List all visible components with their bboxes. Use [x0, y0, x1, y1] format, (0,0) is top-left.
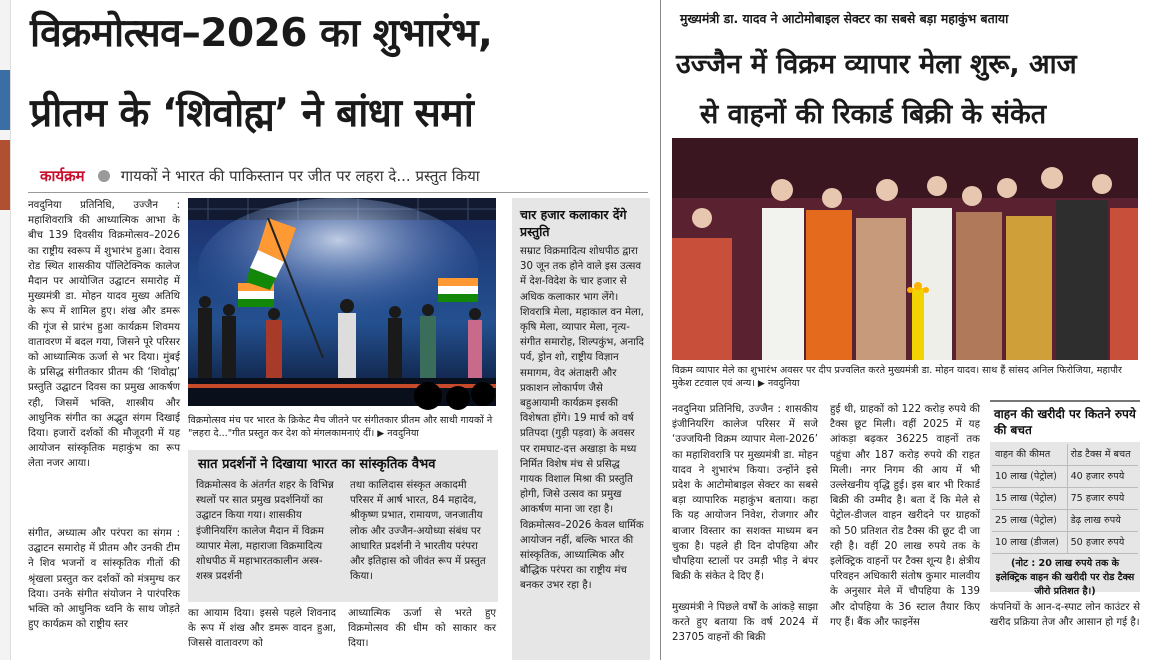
artists-box-title: चार हजार कलाकार देंगे प्रस्तुति	[520, 207, 627, 239]
table-row	[992, 488, 1138, 510]
camera-icon: ▶	[377, 429, 385, 439]
savings-table	[992, 444, 1138, 554]
right-body-para1: नवदुनिया प्रतिनिधि, उज्जैन : शासकीय इंजीनियरिंग कालेज परिसर में सजे ‘उज्जयिनी विक्रम व्यापार मेला-2026’ का महाशिवरात्रि पर मुख्यमंत्री डा. मोहन यादव ने शुभारंभ किया। उन्होंने इसे प्रदेश के आटोमोबाइल सेक्टर का सबसे बड़ा व्यापारिक महाकुंभ बताया। कहा कि यह आयोजन निवेश, रोजगार और बाजार विस्तार का सशक्त माध्यम बन चुका है। पहले ही दिन दोपहिया और चौपहिया स्टालों पर उमड़ी भीड़ ने बंपर बिक्री के संकेत दे दिए हैं।	[672, 404, 818, 583]
savings-header-price: वाहन की कीमत	[992, 444, 1067, 466]
inauguration-photo-caption	[672, 364, 1138, 394]
right-body-col1	[672, 402, 818, 598]
savings-note: (नोट : 20 लाख रुपये तक के इलेक्ट्रिक वाहन की खरीदी पर रोड टैक्स जीरो प्रतिशत है।)	[995, 558, 1135, 597]
exhibitions-box	[188, 450, 498, 602]
table-row	[992, 466, 1138, 488]
left-subhead: गायकों ने भारत की पाकिस्तान पर जीत पर लहरा दे... प्रस्तुत किया	[120, 167, 480, 185]
table-cell: 40 हजार रुपये	[1067, 466, 1138, 488]
inauguration-photo-art	[672, 138, 1138, 360]
concert-photo-art	[188, 198, 496, 406]
table-cell: 10 लाख (डीजल)	[992, 532, 1067, 554]
right-body-col1b	[672, 600, 818, 660]
right-headline-line2: से वाहनों की रिकार्ड बिक्री के संकेत	[700, 99, 1047, 130]
concert-caption-text: विक्रमोत्सव मंच पर भारत के क्रिकेट मैच जीतने पर संगीतकार प्रीतम और साथी गायकों ने "लहरा दे..."गीत प्रस्तुत कर देश को मंगलकामनाएं दीं।	[188, 415, 493, 439]
concert-photo	[188, 198, 496, 406]
right-body-col2	[830, 402, 980, 660]
savings-header-saving: रोड टैक्स में बचत	[1067, 444, 1138, 466]
section-label: कार्यक्रम	[40, 167, 85, 185]
table-cell: 10 लाख (पेट्रोल)	[992, 466, 1067, 488]
right-headline-line1: उज्जैन में विक्रम व्यापार मेला शुरू, आज	[676, 49, 1077, 80]
inauguration-caption-credit: नवदुनिया	[767, 378, 800, 389]
table-cell: डेढ़ लाख रुपये	[1067, 510, 1138, 532]
concert-photo-caption	[188, 414, 496, 444]
left-body-para1: नवदुनिया प्रतिनिधि, उज्जैन : महाशिवरात्रि की आध्यात्मिक आभा के बीच 139 दिवसीय विक्रमोत्सव–2026 का राष्ट्रीय स्वरूप में शुभारंभ हुआ। देवास रोड स्थित शासकीय पॉलिटेक्निक कालेज मैदान पर आयोजित उद्घाटन समारोह में मुख्यमंत्री डा. मोहन यादव मुख्य अतिथि के रूप में शामिल हुए। शंख और डमरू की गूंज से प्रारंभ हुआ कार्यक्रम शिवमय वातावरण में बदल गया, जिसने पूरे परिसर को आध्यात्मिक ऊर्जा से भर दिया। मुंबई के प्रसिद्ध संगीतकार प्रीतम की ‘शिवोह्म’ प्रस्तुति उद्घाटन दिवस का प्रमुख आकर्षण रही, जिसमें भक्ति, शास्त्रीय और आधुनिक संगीत का अद्भुत संगम दिखाई दिया। हजारों दर्शकों की मौजूदगी में यह आयोजन सांस्कृतिक महाकुंभ का रूप लेता नजर आया।	[28, 200, 180, 470]
savings-box	[990, 400, 1140, 597]
left-bottom-col3: आध्यात्मिक ऊर्जा से भरते हुए विक्रमोत्सव की धीम को साकार कर दिया।	[348, 608, 496, 650]
artists-sidebar-box	[512, 198, 650, 660]
table-cell: 50 हजार रुपये	[1067, 532, 1138, 554]
camera-icon: ▶	[757, 379, 765, 389]
right-body-para2: मुख्यमंत्री ने पिछले वर्षों के आंकड़े साझा करते हुए बताया कि वर्ष 2024 में 23705 वाहनों की बिक्री	[672, 602, 818, 644]
left-body-col1b	[28, 526, 180, 660]
left-headline-line1: विक्रमोत्सव–2026 का शुभारंभ,	[30, 11, 493, 56]
table-cell: 25 लाख (पेट्रोल)	[992, 510, 1067, 532]
right-kicker: मुख्यमंत्री डा. यादव ने आटोमोबाइल सेक्टर का सबसे बड़ा महाकुंभ बताया	[680, 11, 1009, 26]
exhibitions-box-title: सात प्रदर्शनों ने दिखाया भारत का सांस्कृतिक वैभव	[198, 457, 436, 472]
right-body-para3: हुई थी, ग्राहकों को 122 करोड़ रुपये की टैक्स छूट मिली। वहीं 2025 में यह आंकड़ा बढ़कर 36225 वाहनों तक पहुंचा और 187 करोड़ रुपये की राहत मिली। नगर निगम की आय में भी उल्लेखनीय वृद्धि हुई। इस बार भी रिकार्ड बिक्री की उम्मीद है। बता दें कि मेले से पेट्रोल-डीजल वाहन खरीदने पर ग्राहकों को 50 प्रतिशत रोड टैक्स की छूट दी जा रही है। वहीं 20 लाख रुपये तक के इलेक्ट्रिक वाहनों पर टैक्स शून्य है। क्षेत्रीय परिवहन अधिकारी संतोष कुमार मालवीय के अनुसार मेले में चौपहिया के 139 और दोपहिया के 36 स्टाल तैयार किए गए हैं। बैंक और फाइनेंस	[830, 404, 980, 628]
bullet-dot	[98, 170, 110, 182]
right-bottom-col3: कंपनियों के आन-द-स्पाट लोन काउंटर से खरीद प्रक्रिया तेज और आसान हो गई है।	[990, 602, 1140, 629]
story-divider	[660, 0, 661, 660]
left-body-para2: संगीत, अध्यात्म और परंपरा का संगम : उद्घाटन समारोह में प्रीतम और उनकी टीम ने शिव भजनों व सांस्कृतिक गीतों की श्रृंखला प्रस्तुत कर दर्शकों को मंत्रमुग्ध कर दिया। उनके संगीत संयोजन ने पारंपरिक भक्ति को आधुनिक ध्वनि के साथ जोड़ते हुए कार्यक्रम को राष्ट्रीय स्तर	[28, 528, 180, 631]
exhibitions-box-col2: तथा कालिदास संस्कृत अकादमी परिसर में आर्ष भारत, 84 महादेव, श्रीकृष्ण प्रभात, रामायण, जनजातीय लोक और उज्जैन-अयोध्या संबंध पर आधारित प्रदर्शनी ने भारतीय परंपरा और इतिहास को जीवंत रूप में प्रस्तुत किया।	[350, 480, 486, 583]
left-body-col1	[28, 198, 180, 534]
table-cell: 75 हजार रुपये	[1067, 488, 1138, 510]
table-row	[992, 510, 1138, 532]
table-cell: 15 लाख (पेट्रोल)	[992, 488, 1067, 510]
left-edge-strip	[0, 0, 10, 660]
concert-caption-credit: नवदुनिया	[387, 428, 419, 439]
table-row	[992, 444, 1138, 466]
exhibitions-box-col1: विक्रमोत्सव के अंतर्गत शहर के विभिन्न स्थलों पर सात प्रमुख प्रदर्शनियों का उद्घाटन किया गया। शासकीय इंजीनियरिंग कालेज मैदान में विक्रम व्यापार मेला, महाराजा विक्रमादित्य शोधपीठ में महाभारतकालीन अस्त्र-शस्त्र प्रदर्शनी	[196, 480, 334, 583]
left-subhead-row	[40, 166, 650, 190]
inauguration-caption-text: विक्रम व्यापार मेले का शुभारंभ अवसर पर दीप प्रज्वलित करते मुख्यमंत्री डा. मोहन यादव। साथ हैं सांसद अनिल फिरोजिया, महापौर मुकेश टटवाल एवं अन्य।	[672, 365, 1122, 389]
inauguration-photo	[672, 138, 1138, 360]
left-bottom-col2: का आयाम दिया। इससे पहले शिवनाद के रूप में शंख और डमरू वादन हुआ, जिससे वातावरण को	[188, 608, 336, 650]
savings-box-title: वाहन की खरीदी पर कितने रुपये की बचत	[994, 407, 1136, 437]
table-row	[992, 532, 1138, 554]
artists-box-body: सम्राट विक्रमादित्य शोधपीठ द्वारा 30 जून तक होने वाले इस उत्सव में देश-विदेश के चार हजार से अधिक कलाकार भाग लेंगे। शिवरात्रि मेला, महाकाल वन मेला, कृषि मेला, व्यापार मेला, नृत्य-संगीत समारोह, शिल्पकुंभ, अनादि पर्व, ड्रोन शो, राष्ट्रीय विज्ञान समागम, वेद अंताक्षरी और प्रकाशन लोकार्पण जैसे बहुआयामी कार्यक्रम इसकी विशेषता होंगे। 19 मार्च को वर्ष प्रतिपदा (गुड़ी पड़वा) के अवसर पर रामघाट-दत्त अखाड़ा के मध्य निर्मित विशेष मंच से प्रसिद्ध गायक विशाल मिश्रा की प्रस्तुति होगी, जिसे उत्सव का प्रमुख आकर्षण माना जा रहा है। विक्रमोत्सव–2026 केवल धार्मिक आयोजन नहीं, बल्कि भारत की सांस्कृतिक, आध्यात्मिक और बौद्धिक परंपरा का राष्ट्रीय मंच बनकर उभर रहा है।	[520, 246, 644, 592]
left-headline-line2: प्रीतम के ‘शिवोह्म’ ने बांधा समां	[30, 91, 474, 136]
